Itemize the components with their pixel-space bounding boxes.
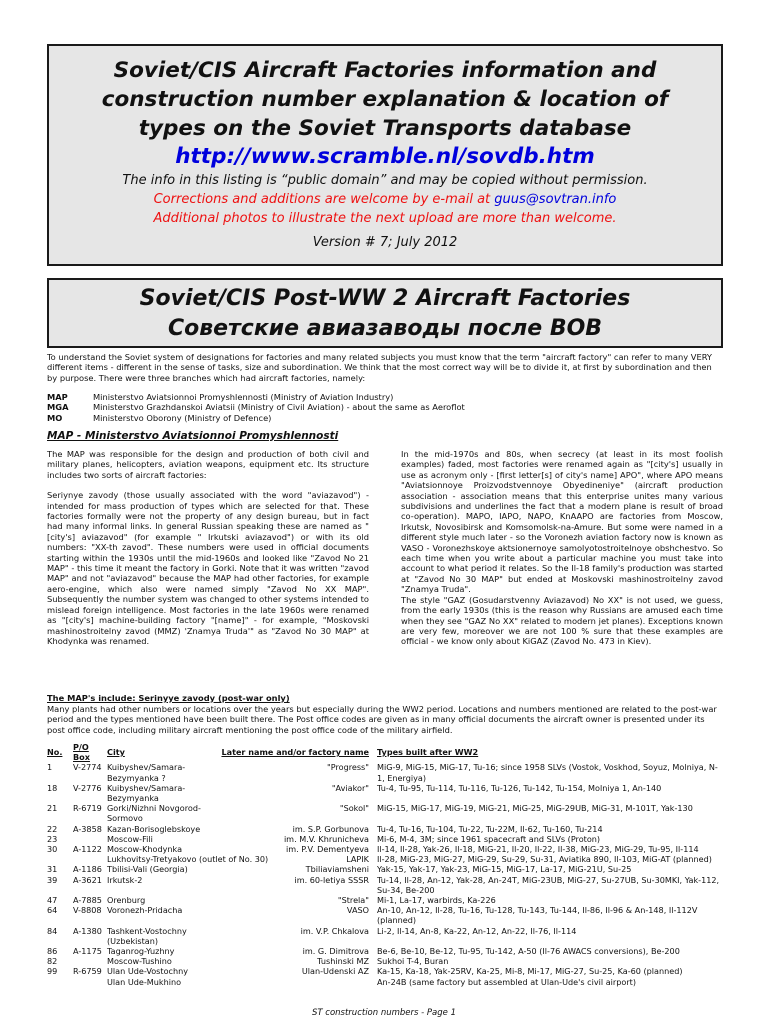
cell-types: Tu-14, Il-28, An-12, Yak-28, An-24T, MiG-23UB, MiG-27, Su-27UB, Su-30MKI, Yak-112, Su-34, Be-200 (377, 874, 720, 895)
cell-city: Moscow-Fili (107, 833, 153, 844)
table-row (47, 905, 723, 925)
version-label: Version # 7; July 2012 (312, 235, 458, 250)
cell-city: Lukhovitsy-Tretyakovo (outlet of No. 30) (107, 854, 269, 865)
table-row (47, 783, 723, 803)
cell-po-box (73, 834, 107, 844)
cell-city: Tashkent-Vostochny (Uzbekistan) (107, 925, 187, 946)
cell-later-name: "Aviakor" (331, 782, 369, 793)
cell-later-name: im. P.V. Dementyeva (285, 844, 369, 855)
include-heading: The MAP's include: Serinyye zavody (post-war only) (47, 693, 290, 703)
gaz-style-description: The style "GAZ (Gosudarstvenny Aviazavod) No XX" is not used, we guess, from the early 1930s (this is the reason why Russians are amused each time when they see "GAZ No XX" related to modern jet planes). Exceptions known are very few, moreover we are not 100 % sure that these examples are official - we know only about KiGAZ (Zavod No. 473 in Kiev). (401, 594, 723, 647)
cell-later-name: LAPIK (346, 854, 369, 865)
cell-later-name: "Progress" (327, 762, 369, 773)
cell-no: 82 (47, 956, 58, 967)
cell-no: 31 (47, 864, 58, 875)
cell-types: Ka-15, Ka-18, Yak-25RV, Ka-25, Mi-8, Mi-17, MiG-27, Su-25, Ka-60 (planned) (377, 966, 683, 977)
public-domain-note: The info in this listing is “public domain” and may be copied without permission. (122, 173, 648, 188)
cell-po-box: A-1122 (73, 844, 102, 855)
branch-row (47, 392, 723, 402)
table-row (47, 946, 723, 956)
corrections-text: Corrections and additions are welcome by e-mail at (153, 192, 495, 207)
cell-no: 84 (47, 925, 58, 936)
cell-later-name (215, 977, 377, 987)
map-description: The MAP was responsible for the design and production of both civil and military planes, helicopters, aviation weapons, equipment etc. Its structure includes two sorts of aircraft factories: (47, 449, 369, 480)
cell-types: Tu-4, Tu-16, Tu-104, Tu-22, Tu-22M, Il-62, Tu-160, Tu-214 (377, 823, 603, 834)
intro-paragraph: To understand the Soviet system of designations for factories and many related subjects you must know that the term "aircraft factory" can refer to many VERY different items - different in the sense of tasks, size and subordination. We think that the most correct way will be to divide it, at first by subordination and then by purpose. There were three branches which had aircraft factories, namely: (47, 352, 713, 383)
table-row (47, 926, 723, 946)
cell-later-name: VASO (346, 905, 369, 916)
cell-types: MiG-9, MiG-15, MiG-17, Tu-16; since 1958 SLVs (Vostok, Voskhod, Soyuz, Molniya, N-1, Energiya) (377, 762, 718, 783)
cell-later-name: "Strela" (337, 895, 369, 906)
left-column (47, 449, 369, 646)
cell-later-name: Tushinski MZ (317, 956, 369, 967)
table-row (47, 834, 723, 844)
cell-city: Moscow-Khodynka (107, 844, 183, 855)
cell-later-name: Tbiliaviamsheni (305, 864, 369, 875)
cell-city: Kuibyshev/Samara-Bezymyanka ? (107, 762, 186, 783)
include-paragraph: Many plants had other numbers or locations over the years but especially during the WW2 period. Locations and numbers mentioned are related to the post-war period and the types mentioned have been built there. The Post office codes are given as in many official documents the aircraft owner is presented under its post office code, including military aircraft mentioning the post office code of the military airfield. (47, 704, 717, 735)
cell-types: Mi-1, La-17, warbirds, Ka-226 (377, 895, 496, 906)
branch-key: MGA (47, 402, 69, 413)
table-row (47, 864, 723, 874)
renaming-description: In the mid-1970s and 80s, when secrecy (at least in its most foolish examples) faded, most factories were renamed again as "[city's] usually in use as acronym only - [first letter[s] of city's name] APO", where APO means "Aviatsionnoye Proizvodstvennoye Obyedineniye" (aircraft production association - association means that this enterprise unites many various subdivisions and underlines the fact that a modern plane is result of broad co-operation). MAPO, IAPO, NAPO, KnAAPO are factories from Moscow, Irkutsk, Novosibirsk and Komsomolsk-na-Amure. But some were named in a different style much later - so the Voronezh aviation factory now is known as VASO - Voronezhskoye aktsionernoye samolyotostroitelnoye obshchestvo. So each time when you write about a particular machine you must take into account to what period it relates. So the Il-18 family's production was started at "Zavod No 30 MAP" but ended at Moskovski mashinostroitelny zavod "Znamya Truda". (401, 449, 723, 595)
cell-po-box (73, 854, 107, 864)
cell-po-box: V-2774 (73, 762, 102, 773)
table-row (47, 844, 723, 854)
website-link[interactable]: http://www.scramble.nl/sovdb.htm (175, 144, 595, 169)
cell-later-name: im. 60-letiya SSSR (294, 874, 369, 885)
cell-no: 1 (47, 762, 53, 773)
cell-city: Orenburg (107, 895, 146, 906)
cell-po-box: V-2776 (73, 782, 102, 793)
section-title-russian: Советские авиазаводы после ВОВ (167, 316, 603, 341)
cell-no: 22 (47, 823, 58, 834)
cell-po-box: R-6719 (73, 803, 102, 814)
cell-types: Yak-15, Yak-17, Yak-23, MiG-15, MiG-17, La-17, MiG-21U, Su-25 (377, 864, 632, 875)
cell-types: Mi-6, M-4, 3M; since 1961 spacecraft and SLVs (Proton) (377, 833, 601, 844)
cell-no: 30 (47, 844, 58, 855)
cell-no: 23 (47, 833, 58, 844)
header-types: Types built after WW2 (377, 747, 479, 758)
branch-row (47, 402, 723, 412)
right-column (401, 449, 723, 647)
branch-value: Ministerstvo Oborony (Ministry of Defence) (93, 412, 272, 423)
cell-later-name: im. S.P. Gorbunova (292, 823, 369, 834)
cell-types: MiG-15, MiG-17, MiG-19, MiG-21, MiG-25, MiG-29UB, MiG-31, M-101T, Yak-130 (377, 803, 693, 814)
map-section-heading: MAP - Ministerstvo Aviatsionnoi Promyshlennosti (47, 430, 339, 442)
cell-no: 47 (47, 895, 58, 906)
table-header-row (47, 742, 723, 762)
header-box (47, 44, 723, 266)
cell-po-box: R-6759 (73, 966, 102, 977)
header-later-name: Later name and/or factory name (221, 747, 369, 758)
cell-po-box: A-1380 (73, 925, 102, 936)
branch-row (47, 413, 723, 423)
cell-later-name: im. G. Dimitrova (302, 946, 369, 957)
cell-later-name: im. M.V. Khrunicheva (283, 833, 369, 844)
branch-value: Ministerstvo Grazhdanskoi Aviatsii (Ministry of Civil Aviation) - about the same as Aeroflot (93, 402, 465, 413)
cell-later-name: im. V.P. Chkalova (300, 925, 369, 936)
cell-no: 18 (47, 782, 58, 793)
cell-city: Ulan Ude-Mukhino (107, 976, 182, 987)
cell-types: Il-28, MiG-23, MiG-27, MiG-29, Su-29, Su-31, Aviatika 890, Il-103, MiG-AT (planned) (377, 854, 712, 865)
serinyye-zavody-description: Seriynye zavody (those usually associated with the word "aviazavod") - intended for mass production of types which are selected for that. These factories formally were not the property of any design bureau, but in fact had many informal links. In general Russian speaking these are named as "[city's] aviazavod" (for example " Irkutski aviazavod") or with its old numbers: "XX-th zavod". These numbers were used in official documents starting within the 1930s until the mid-1960s and looked like "Zavod No 21 MAP" - this time it meant the factory in Gorki. Note that it was written "zavod MAP" and not "aviazavod" because the MAP had other factories, for example aero-engine, which also were named simply "Zavod No XX MAP". Subsequently the number system was changed to other systems intended to mislead foreign intelligence. Most factories in the late 1960s were renamed as "[city's] machine-building factory "[name]" - for example, "Moskovski mashinostroitelny zavod (MMZ) 'Znamya Truda'" as "Zavod No 30 MAP" at Khodynka was renamed. (47, 490, 369, 646)
cell-po-box: A-1186 (73, 864, 102, 875)
cell-types: An-10, An-12, Il-28, Tu-16, Tu-128, Tu-143, Tu-144, Il-86, Il-96 & An-148, Il-112V (planned) (377, 905, 698, 926)
branch-value: Ministerstvo Aviatsionnoi Promyshlennosti (Ministry of Aviation Industry) (93, 392, 394, 402)
table-row (47, 977, 723, 987)
cell-po-box: V-8808 (73, 905, 102, 916)
factories-table (47, 742, 723, 987)
section-title-english: Soviet/CIS Post-WW 2 Aircraft Factories (139, 286, 631, 311)
table-row (47, 956, 723, 966)
cell-types: Li-2, Il-14, An-8, Ka-22, An-12, An-22, Il-76, Il-114 (377, 925, 577, 936)
header-po-box: P/O Box (73, 742, 90, 763)
cell-city: Moscow-Tushino (107, 956, 172, 967)
table-row (47, 895, 723, 905)
cell-po-box (73, 956, 107, 966)
branch-key: MO (47, 412, 63, 423)
page-footer: ST construction numbers - Page 1 (312, 1008, 456, 1018)
table-row (47, 762, 723, 782)
header-title-line-3: types on the Soviet Transports database (138, 116, 632, 141)
corrections-note (49, 190, 721, 209)
cell-po-box: A-3621 (73, 874, 102, 885)
cell-no: 99 (47, 966, 58, 977)
cell-types: Sukhoi T-4, Buran (377, 956, 449, 967)
cell-po-box: A-7885 (73, 895, 102, 906)
table-row (47, 803, 723, 823)
table-row (47, 854, 723, 864)
cell-city: Gorki/Nizhni Novgorod-Sormovo (107, 803, 201, 824)
table-row (47, 875, 723, 895)
section-title-box (47, 278, 723, 348)
cell-types: Be-6, Be-10, Be-12, Tu-95, Tu-142, A-50 (Il-76 AWACS conversions), Be-200 (377, 946, 680, 957)
cell-city-and-name (107, 854, 377, 864)
cell-po-box: A-1175 (73, 946, 102, 957)
email-link[interactable]: guus@sovtran.info (494, 192, 617, 207)
cell-types: Il-14, Il-28, Yak-26, Il-18, MiG-21, Il-20, Il-22, Il-38, MiG-23, MiG-29, Tu-95, Il-114 (377, 844, 699, 855)
cell-no (47, 854, 73, 864)
cell-city: Irkutsk-2 (107, 874, 143, 885)
cell-city: Voronezh-Pridacha (107, 905, 183, 916)
cell-city: Kazan-Borisoglebskoye (107, 823, 201, 834)
photos-note: Additional photos to illustrate the next upload are more than welcome. (153, 211, 617, 226)
cell-no: 21 (47, 803, 58, 814)
cell-types: An-24B (same factory but assembled at Ulan-Ude's civil airport) (377, 976, 636, 987)
branches-list (47, 392, 723, 424)
cell-no: 86 (47, 946, 58, 957)
header-title-line-2: construction number explanation & location of (101, 87, 669, 112)
header-city: City (107, 747, 125, 758)
cell-city: Taganrog-Yuzhny (107, 946, 175, 957)
table-row (47, 966, 723, 976)
table-row (47, 824, 723, 834)
cell-po-box (73, 977, 107, 987)
cell-city: Kuibyshev/Samara-Bezymyanka (107, 782, 186, 804)
cell-po-box: A-3858 (73, 823, 102, 834)
cell-no: 64 (47, 905, 58, 916)
cell-no (47, 977, 73, 987)
cell-city: Ulan Ude-Vostochny (107, 966, 189, 977)
cell-types: Tu-4, Tu-95, Tu-114, Tu-116, Tu-126, Tu-142, Tu-154, Molniya 1, An-140 (377, 782, 662, 793)
header-title-line-1: Soviet/CIS Aircraft Factories information and (113, 58, 657, 83)
cell-no: 39 (47, 874, 58, 885)
branch-key: MAP (47, 392, 68, 402)
cell-city: Tbilisi-Vali (Georgia) (107, 864, 188, 875)
cell-later-name: "Sokol" (339, 803, 369, 814)
header-no: No. (47, 747, 63, 758)
cell-later-name: Ulan-Udenski AZ (301, 966, 369, 977)
